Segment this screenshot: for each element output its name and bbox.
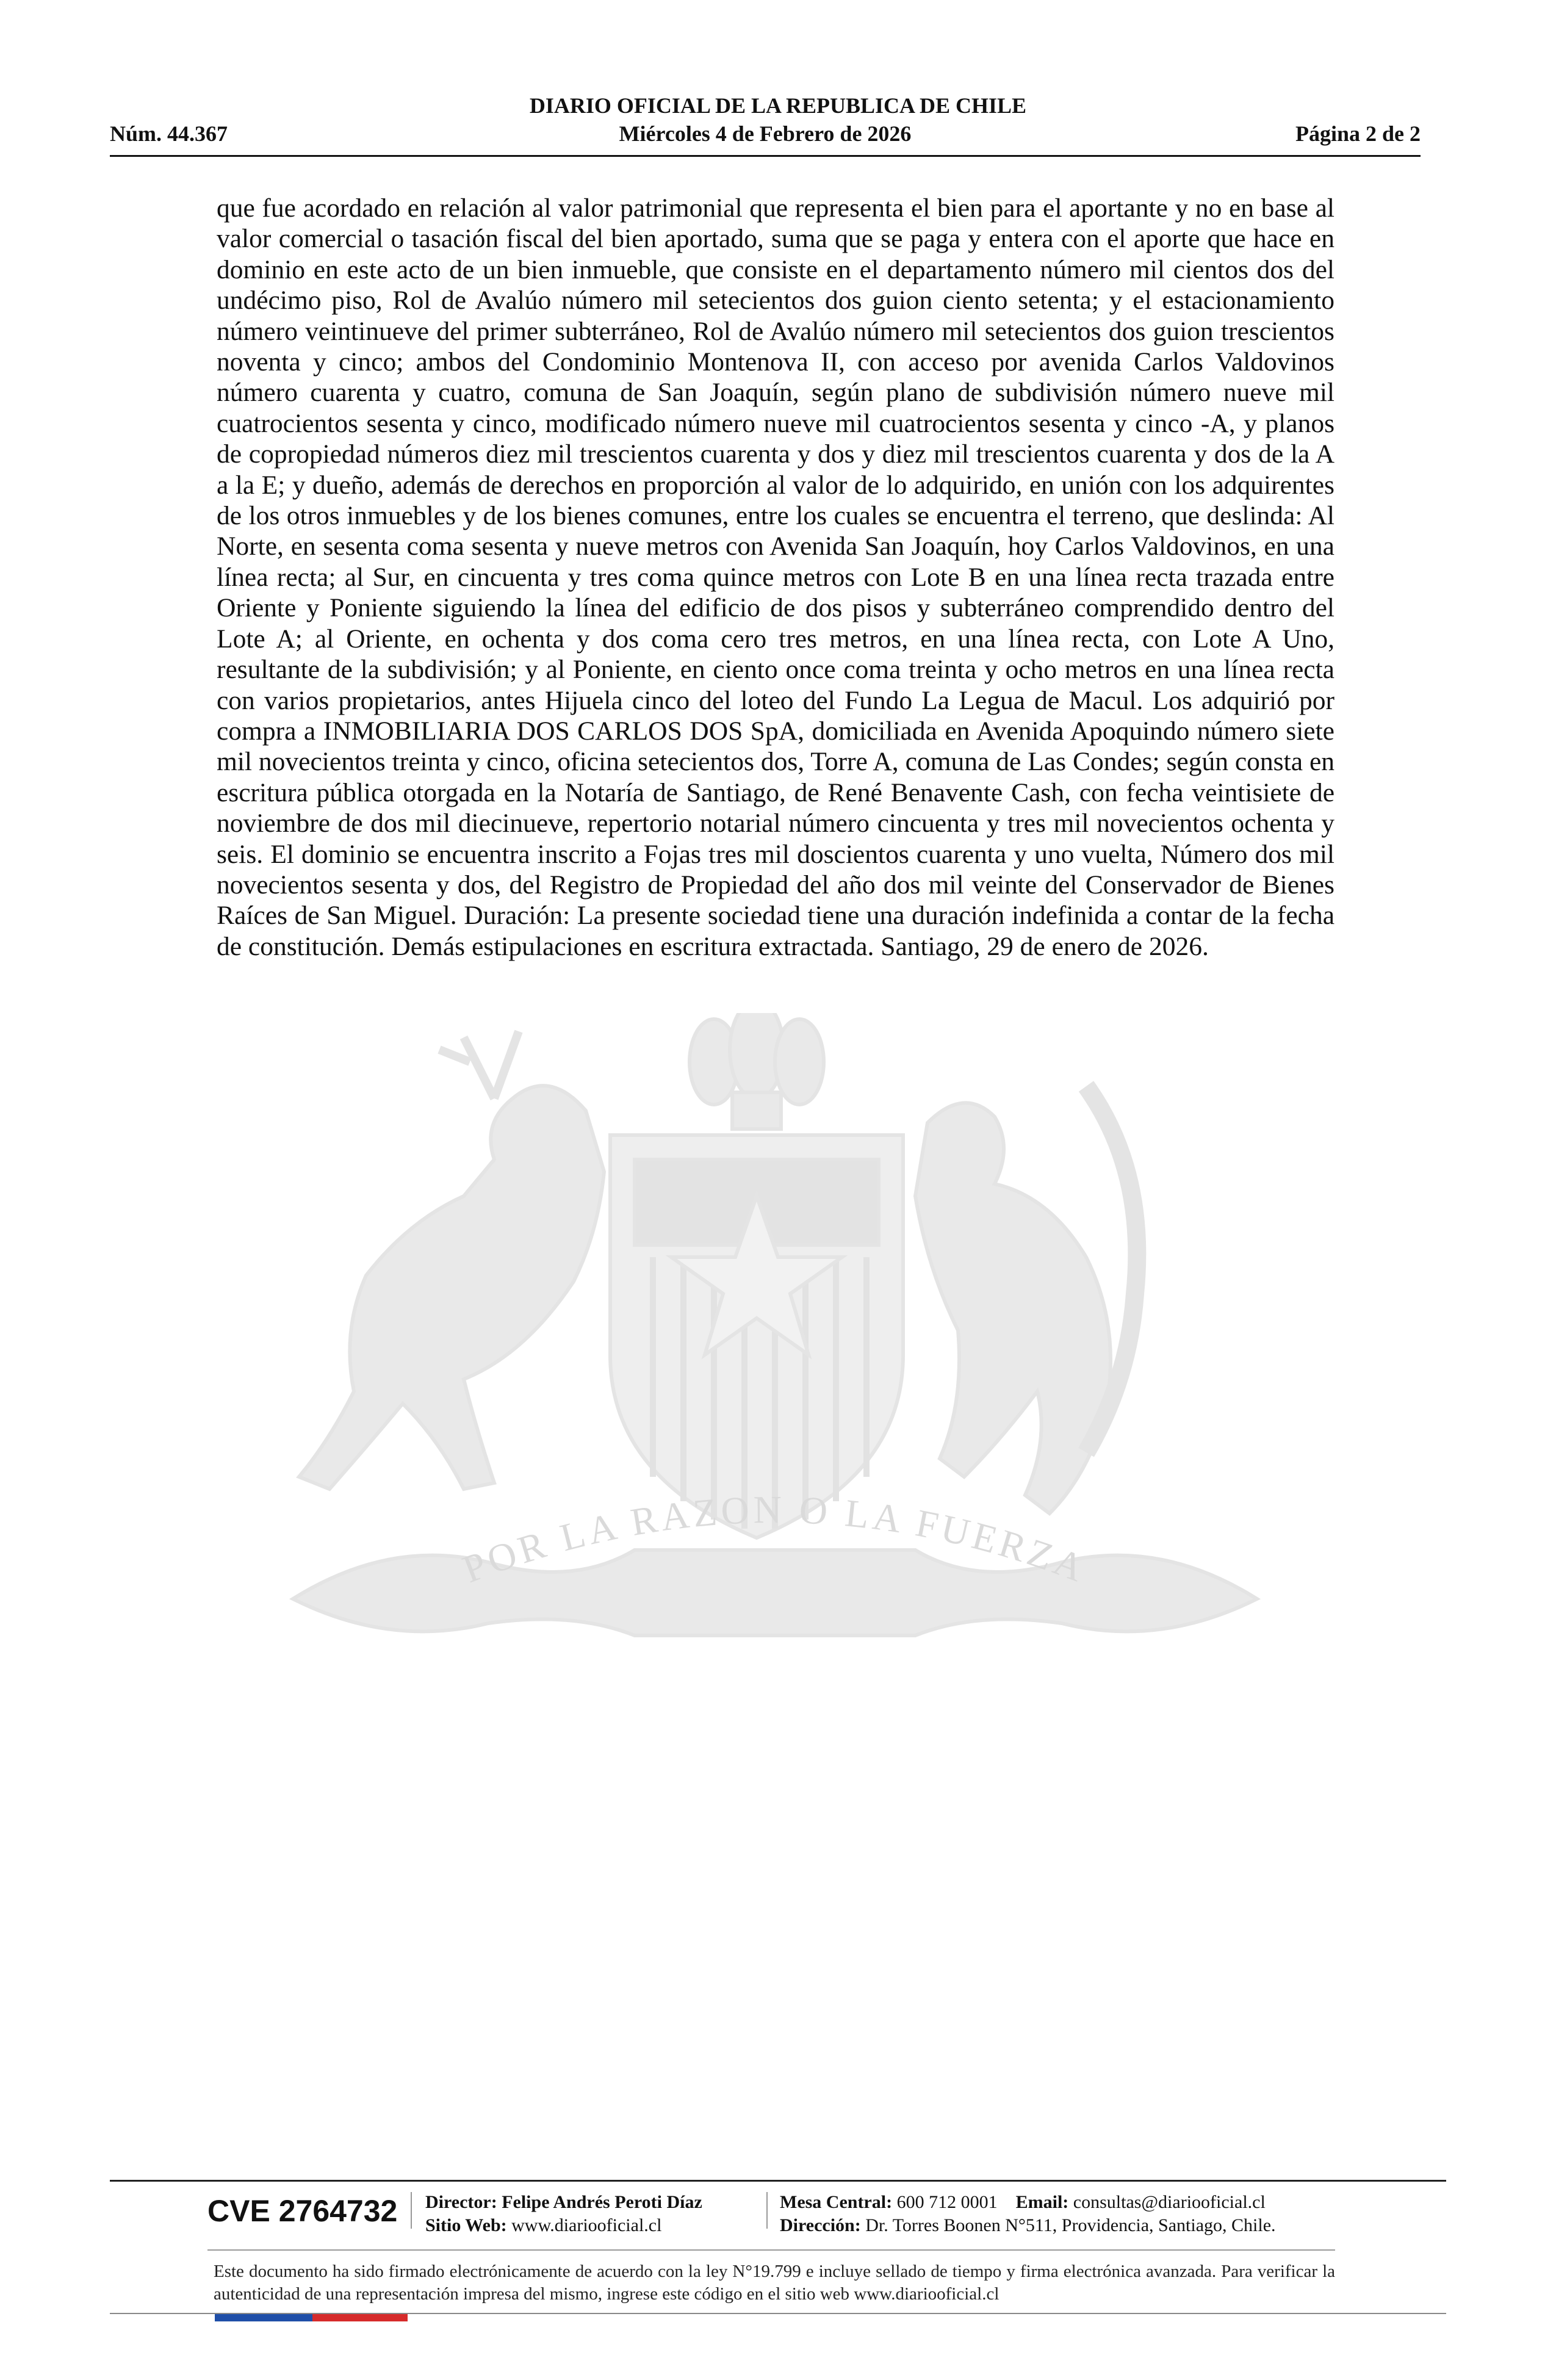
motto-text: POR LA RAZON O LA FUERZA: [456, 1487, 1093, 1592]
huemul-icon: [299, 1031, 604, 1489]
base-ornament-icon: [293, 1550, 1257, 1635]
footer-separator: [411, 2192, 412, 2229]
web-link[interactable]: www.diariooficial.cl: [511, 2215, 662, 2235]
footer-director-block: [425, 2191, 702, 2237]
issue-date: Miércoles 4 de Febrero de 2026: [619, 121, 912, 146]
condor-icon: [915, 1086, 1137, 1513]
header-divider: [110, 155, 1421, 157]
cve-code: CVE 2764732: [207, 2194, 398, 2228]
page-indicator: Página 2 de 2: [1295, 121, 1421, 146]
flag-stripe-red: [312, 2314, 408, 2321]
header-row: [110, 121, 1421, 149]
flag-stripe-blue: [215, 2314, 312, 2321]
footer-divider-top: [110, 2180, 1446, 2182]
footer-divider-mid: [207, 2249, 1335, 2251]
extract-body-text: que fue acordado en relación al valor patrimonial que representa el bien para el aportante y no en base al valor comercial o tasación fiscal del bien aportado, suma que se paga y entera con el aporte que hace en dominio en este acto de un bien inmueble, que consiste en el departamento número mil cientos dos del undécimo piso, Rol de Avalúo número mil setecientos dos guion ciento setenta; y el estacionamiento número veintinueve del primer subterráneo, Rol de Avalúo número mil setecientos dos guion trescientos noventa y cinco; ambos del Condominio Montenova II, con acceso por avenida Carlos Valdovinos número cuarenta y cuatro, comuna de San Joaquín, según plano de subdivisión número nueve mil cuatrocientos sesenta y cinco, modificado número nueve mil cuatrocientos sesenta y cinco -A, y planos de copropiedad números diez mil trescientos cuarenta y dos y diez mil trescientos cuarenta y dos de la A a la E; y dueño, además de derechos en proporción al valor de lo adquirido, en unión con los adquirentes de los otros inmuebles y de los bienes comunes, entre los cuales se encuentra el terreno, que deslinda: Al Norte, en sesenta coma sesenta y nueve metros con Avenida San Joaquín, hoy Carlos Valdovinos, en una línea recta; al Sur, en cincuenta y tres coma quince metros con Lote B en una línea recta trazada entre Oriente y Poniente siguiendo la línea del edificio de dos pisos y subterráneo comprendido dentro del Lote A; al Oriente, en ochenta y dos coma cero tres metros, en una línea recta, con Lote A Uno, resultante de la subdivisión; y al Poniente, en ciento once coma treinta y ocho metros en una línea recta con varios propietarios, antes Hijuela cinco del loteo del Fundo La Legua de Macul. Los adquirió por compra a INMOBILIARIA DOS CARLOS DOS SpA, domiciliada en Avenida Apoquindo número siete mil novecientos treinta y cinco, oficina setecientos dos, Torre A, comuna de Las Condes; según consta en escritura pública otorgada en la Notaría de Santiago, de René Benavente Cash, con fecha veintisiete de noviembre de dos mil diecinueve, repertorio notarial número cincuenta y tres mil novecientos ochenta y seis. El dominio se encuentra inscrito a Fojas tres mil doscientos cuarenta y uno vuelta, Número dos mil novecientos sesenta y dos, del Registro de Propiedad del año dos mil veinte del Conservador de Bienes Raíces de San Miguel. Duración: La presente sociedad tiene una duración indefinida a contar de la fecha de constitución. Demás estipulaciones en escritura extractada. Santiago, 29 de enero de 2026.: [217, 193, 1334, 961]
director-name: Felipe Andrés Peroti Díaz: [502, 2192, 702, 2212]
signature-notice: Este documento ha sido firmado electrónicamente de acuerdo con la ley N°19.799 e incluye sellado de tiempo y firma electrónica avanzada. Para verificar la autenticidad de una representación impresa del mismo, ingrese este código en el sitio web www.diariooficial.cl: [214, 2262, 1335, 2304]
coat-of-arms-watermark: [207, 1013, 1342, 1672]
footer-separator: [766, 2192, 768, 2229]
issue-number: Núm. 44.367: [110, 121, 228, 146]
email-link[interactable]: consultas@diariooficial.cl: [1073, 2192, 1266, 2212]
address-label: Dirección:: [780, 2215, 861, 2235]
phone-label: Mesa Central:: [780, 2192, 893, 2212]
phone-number: 600 712 0001: [896, 2192, 998, 2212]
shield-icon: [610, 1135, 903, 1538]
web-label: Sitio Web:: [425, 2215, 507, 2235]
newspaper-title: DIARIO OFICIAL DE LA REPUBLICA DE CHILE: [529, 93, 1027, 118]
plume-crest-icon: [690, 1013, 824, 1129]
footer-contact-block: [780, 2191, 1276, 2237]
director-label: Director:: [425, 2192, 497, 2212]
address-value: Dr. Torres Boonen N°511, Providencia, Santiago, Chile.: [865, 2215, 1276, 2235]
email-label: Email:: [1015, 2192, 1069, 2212]
